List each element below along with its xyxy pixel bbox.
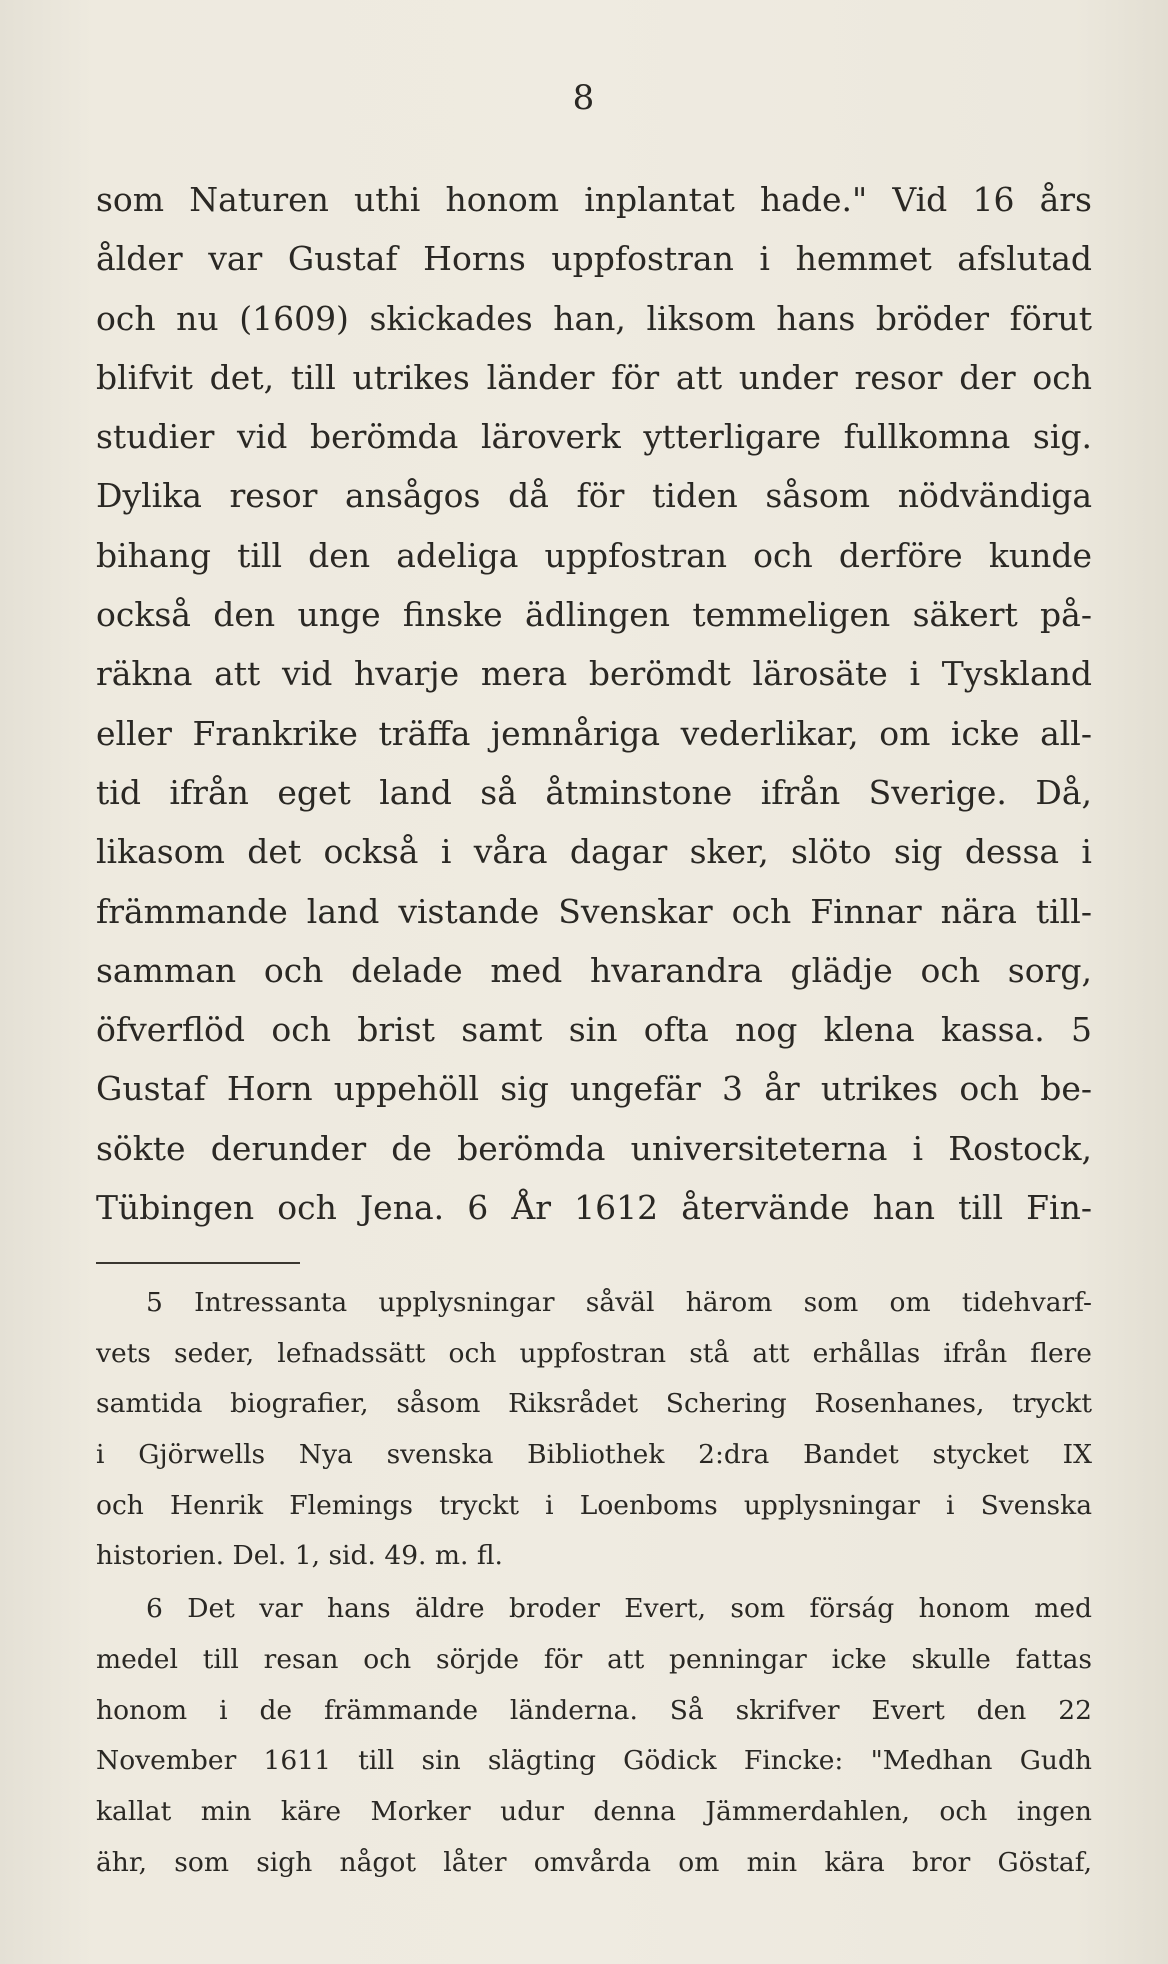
- footnotes: [96, 1278, 1092, 1888]
- footnote-line: honom i de främmande länderna. Så skrifver Evert den 22: [96, 1694, 1092, 1726]
- body-line: Gustaf Horn uppehöll sig ungefär 3 år utrikes och be-: [96, 1069, 1092, 1109]
- body-line: sökte derunder de berömda universiteterna i Rostock,: [96, 1128, 1092, 1168]
- body-line: samman och delade med hvarandra glädje och sorg,: [96, 950, 1092, 990]
- footnote-line: vets seder, lefnadssätt och uppfostran stå att erhållas ifrån flere: [96, 1337, 1092, 1369]
- body-line: och nu (1609) skickades han, liksom hans bröder förut: [96, 298, 1092, 338]
- footnote-line: historien. Del. 1, sid. 49. m. fl.: [96, 1540, 503, 1572]
- body-line: öfverflöd och brist samt sin ofta nog klena kassa. 5: [96, 1010, 1092, 1050]
- footnote-line: i Gjörwells Nya svenska Bibliothek 2:dra Bandet stycket IX: [96, 1439, 1092, 1471]
- body-line: likasom det också i våra dagar sker, slöto sig dessa i: [96, 832, 1092, 872]
- body-line: tid ifrån eget land så åtminstone ifrån Sverige. Då,: [96, 772, 1092, 812]
- page-number: 8: [572, 78, 596, 118]
- footnote-line: November 1611 till sin slägting Gödick Fincke: "Medhan Gudh: [96, 1745, 1092, 1777]
- body-line: som Naturen uthi honom inplantat hade." Vid 16 års: [96, 180, 1092, 219]
- body-line: blifvit det, till utrikes länder för att under resor der och: [96, 357, 1092, 397]
- footnote-line: 6 Det var hans äldre broder Evert, som förság honom med: [146, 1593, 1092, 1625]
- body-line: studier vid berömda läroverk ytterligare fullkomna sig.: [96, 417, 1092, 457]
- body-text: [96, 170, 1092, 1237]
- body-line: ålder var Gustaf Horns uppfostran i hemmet afslutad: [96, 239, 1092, 279]
- body-line: räkna att vid hvarje mera berömdt lärosäte i Tyskland: [96, 654, 1092, 694]
- body-line: Dylika resor ansågos då för tiden såsom nödvändiga: [96, 476, 1092, 516]
- footnote-line: 5 Intressanta upplysningar såväl härom som om tidehvarf-: [146, 1287, 1092, 1318]
- body-line: eller Frankrike träffa jemnåriga vederlikar, om icke all-: [96, 713, 1092, 753]
- footnote-line: samtida biografier, såsom Riksrådet Schering Rosenhanes, tryckt: [96, 1388, 1092, 1420]
- body-line: också den unge finske ädlingen temmeligen säkert på-: [96, 595, 1092, 635]
- footnote-line: ähr, som sigh något låter omvårda om min kära bror Göstaf,: [96, 1846, 1092, 1878]
- footnote-line: och Henrik Flemings tryckt i Loenboms upplysningar i Svenska: [96, 1489, 1092, 1521]
- footnote-line: medel till resan och sörjde för att penningar icke skulle fattas: [96, 1643, 1092, 1675]
- body-line: främmande land vistande Svenskar och Finnar nära till-: [96, 891, 1092, 931]
- footnote-line: kallat min käre Morker udur denna Jämmerdahlen, och ingen: [96, 1795, 1092, 1827]
- body-line: bihang till den adeliga uppfostran och derföre kunde: [96, 535, 1092, 575]
- footnote-separator: [96, 1262, 300, 1264]
- footnote-5: [96, 1278, 1092, 1582]
- footnote-6: [96, 1584, 1092, 1888]
- body-line: Tübingen och Jena. 6 År 1612 återvände han till Fin-: [96, 1188, 1092, 1228]
